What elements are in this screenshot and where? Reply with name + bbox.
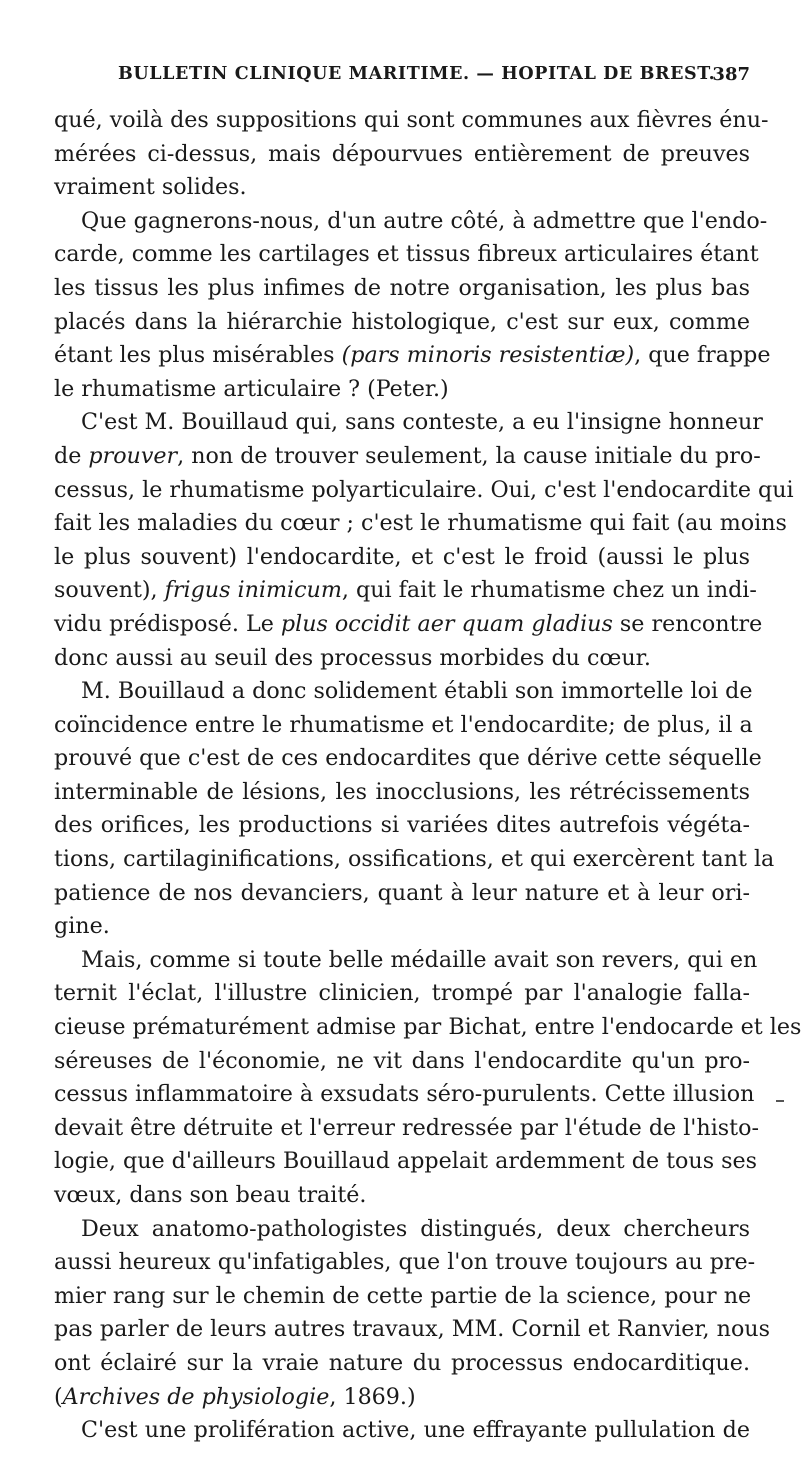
text-line: interminable de lésions, les inocclusions, les rétrécissements: [54, 778, 750, 805]
running-title: BULLETIN CLINIQUE MARITIME. — HOPITAL DE BREST.: [118, 64, 716, 84]
body-text: [54, 104, 801, 1448]
page-number: 387: [712, 64, 750, 85]
text-line: carde, comme les cartilages et tissus fibreux articulaires étant: [54, 241, 759, 268]
latin-phrase: (pars minoris resistentiæ): [341, 342, 635, 369]
text-line: devait être détruite et l'erreur redressée par l'étude de l'histo-: [54, 1114, 759, 1141]
text-line: des orifices, les productions si variées dites autrefois végéta-: [54, 812, 750, 839]
text-line: prouvé que c'est de ces endocardites que dérive cette séquelle: [54, 745, 762, 772]
text-line: fait les maladies du cœur ; c'est le rhumatisme qui fait (au moins: [54, 510, 787, 537]
text-line: les tissus les plus infimes de notre organisation, les plus bas: [54, 274, 750, 301]
text-line: tions, cartilaginifications, ossifications, et qui exercèrent tant la: [54, 846, 775, 873]
text-line: le plus souvent) l'endocardite, et c'est le froid (aussi le plus: [54, 543, 750, 570]
text-line: coïncidence entre le rhumatisme et l'endocardite; de plus, il a: [54, 711, 753, 738]
latin-phrase: frigus inimicum: [164, 577, 342, 604]
text-line: placés dans la hiérarchie histologique, c'est sur eux, comme: [54, 308, 750, 335]
text-line: ont éclairé sur la vraie nature du processus endocarditique.: [54, 1349, 750, 1376]
text-line: mérées ci-dessus, mais dépourvues entièrement de preuves: [54, 140, 750, 167]
text-line: [54, 574, 757, 608]
text-line: cessus, le rhumatisme polyarticulaire. Oui, c'est l'endocardite qui: [54, 476, 794, 503]
text-line: cessus inflammatoire à exsudats séro-purulents. Cette illusion: [54, 1081, 755, 1108]
line-segment: souvent),: [54, 577, 165, 604]
line-segment: étant les plus misérables: [54, 342, 342, 369]
line-segment: vidu prédisposé. Le: [54, 610, 281, 637]
text-line: séreuses de l'économie, ne vit dans l'endocardite qu'un pro-: [54, 1047, 750, 1074]
text-line: [54, 608, 763, 642]
line-segment: , que frappe: [634, 342, 771, 369]
paragraph-start-line: Mais, comme si toute belle médaille avait son revers, qui en: [81, 946, 758, 973]
text-line: patience de nos devanciers, quant à leur nature et à leur ori-: [54, 879, 750, 906]
line-segment: de: [54, 442, 89, 469]
line-segment: , non de trouver seulement, la cause initiale du pro-: [177, 442, 761, 469]
line-segment: , 1869.): [329, 1383, 416, 1410]
text-line: [54, 440, 761, 474]
paragraph-end-line: vœux, dans son beau traité.: [54, 1182, 367, 1208]
paragraph-end-line: gine.: [54, 913, 110, 940]
line-segment: (: [54, 1383, 63, 1410]
latin-phrase: plus occidit aer quam gladius: [280, 610, 613, 637]
text-line: qué, voilà des suppositions qui sont communes aux fièvres énu-: [54, 107, 769, 133]
paragraph-start-line: Que gagnerons-nous, d'un autre côté, à admettre que l'endo-: [81, 207, 768, 234]
journal-title: Archives de physiologie: [62, 1383, 330, 1410]
paragraph-start-line: Deux anatomo-pathologistes distingués, deux chercheurs: [81, 1215, 750, 1242]
text-line: logie, que d'ailleurs Bouillaud appelait ardemment de tous ses: [54, 1148, 758, 1175]
text-line: pas parler de leurs autres travaux, MM. Cornil et Ranvier, nous: [54, 1316, 770, 1343]
margin-mark: [776, 1100, 784, 1102]
line-segment: se rencontre: [612, 610, 763, 637]
text-line: aussi heureux qu'infatigables, que l'on trouve toujours au pre-: [54, 1249, 756, 1276]
paragraph-end-line: donc aussi au seuil des processus morbides du cœur.: [54, 644, 651, 671]
paragraph-start-line: C'est une prolifération active, une effrayante pullulation de: [81, 1417, 750, 1444]
text-line: [54, 339, 771, 373]
text-line: cieuse prématurément admise par Bichat, entre l'endocarde et les: [54, 1014, 801, 1041]
text-line: mier rang sur le chemin de cette partie de la science, pour ne: [54, 1282, 752, 1309]
citation-line: [54, 1381, 750, 1415]
text-line: ternit l'éclat, l'illustre clinicien, trompé par l'analogie falla-: [54, 980, 750, 1007]
paragraph-start-line: M. Bouillaud a donc solidement établi son immortelle loi de: [81, 678, 753, 705]
paragraph-end-line: le rhumatisme articulaire ? (Peter.): [54, 375, 449, 402]
emphasis-word: prouver: [88, 442, 178, 469]
paragraph-end-line: vraiment solides.: [54, 174, 247, 201]
line-segment: , qui fait le rhumatisme chez un indi-: [341, 577, 757, 604]
paragraph-start-line: C'est M. Bouillaud qui, sans conteste, a eu l'insigne honneur: [81, 409, 763, 436]
running-header: [58, 64, 750, 90]
